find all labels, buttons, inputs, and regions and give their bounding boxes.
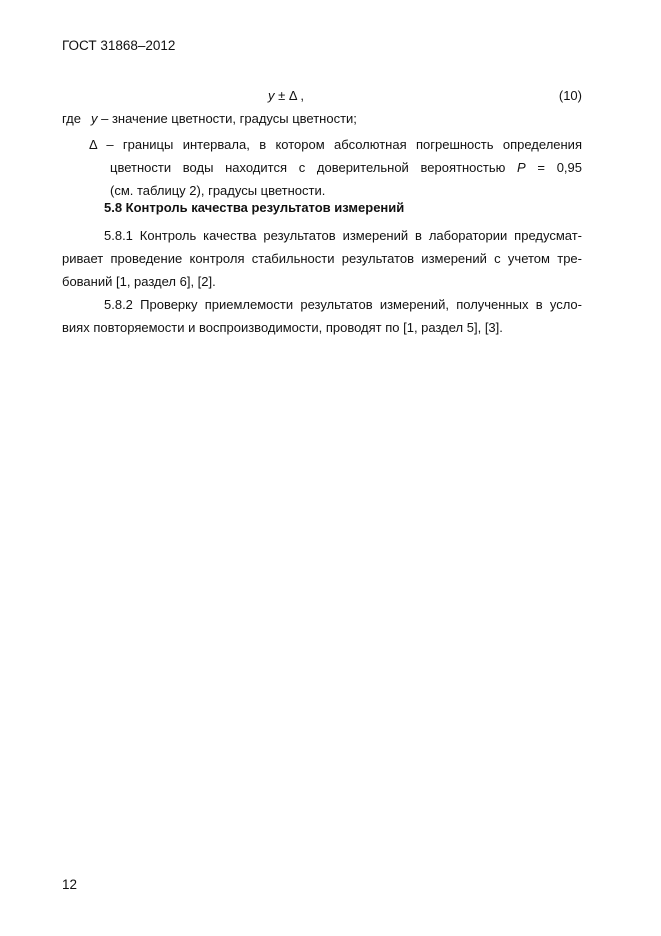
delta-line-3: (см. таблицу 2), градусы цветности.	[110, 183, 326, 198]
delta-line-2-value: = 0,95	[525, 160, 582, 175]
document-header: ГОСТ 31868–2012	[62, 38, 176, 53]
delta-line-2-text: цветности воды находится с доверительной вероятностью	[110, 160, 518, 175]
formula-variable: y	[268, 88, 275, 103]
paragraph-line: ривает проведение контроля стабильности результатов измерений с учетом тре-	[62, 251, 582, 266]
paragraph-line: виях повторяемости и воспроизводимости, проводят по [1, раздел 5], [3].	[62, 320, 503, 335]
formula-number: (10)	[558, 88, 582, 103]
formula-expression	[268, 88, 304, 103]
paragraph-line: 5.8.2 Проверку приемлемости результатов измерений, полученных в усло-	[104, 297, 582, 312]
delta-line-2	[110, 156, 582, 179]
paragraph-line: 5.8.1 Контроль качества результатов измерений в лаборатории предусмат-	[104, 228, 582, 243]
probability-variable: P	[517, 160, 526, 175]
formula-row	[62, 88, 582, 106]
delta-definition	[89, 133, 582, 202]
where-variable: y	[90, 111, 98, 126]
formula-rest: ± Δ ,	[274, 88, 305, 103]
paragraph-line: бований [1, раздел 6], [2].	[62, 274, 216, 289]
where-clause	[62, 111, 357, 126]
where-definition: – значение цветности, градусы цветности;	[97, 111, 357, 126]
delta-line-1: Δ – границы интервала, в котором абсолютная погрешность определения	[89, 137, 582, 152]
section-title: 5.8 Контроль качества результатов измерений	[104, 200, 405, 215]
paragraph-5-8-1	[62, 224, 582, 293]
paragraph-5-8-2	[62, 293, 582, 339]
where-word: где	[62, 111, 81, 126]
page-number: 12	[62, 877, 78, 892]
